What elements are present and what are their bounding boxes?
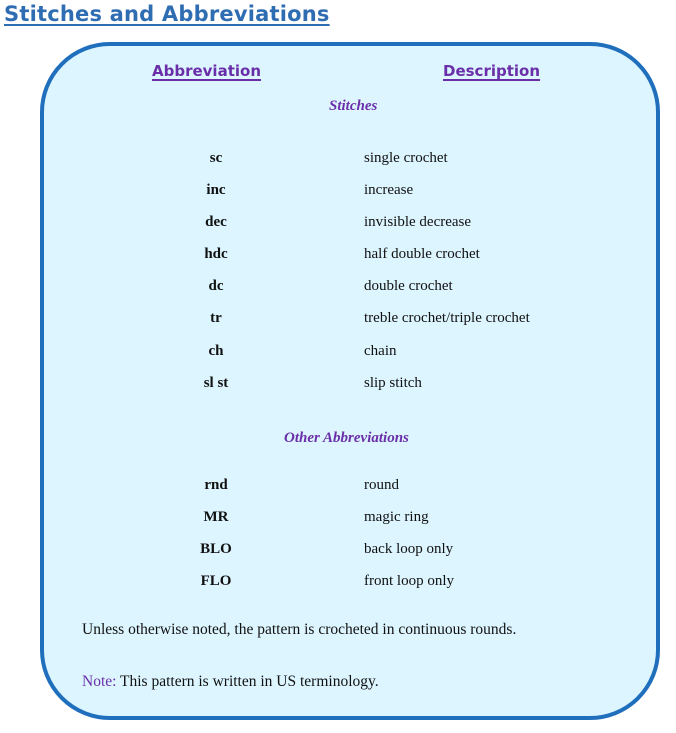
description-cell: single crochet — [364, 150, 448, 166]
table-row — [44, 505, 656, 529]
description-cell: double crochet — [364, 278, 453, 294]
abbreviation-cell: rnd — [204, 477, 228, 493]
abbreviations-panel — [40, 42, 660, 720]
table-row — [44, 306, 656, 330]
abbreviation-cell: sl st — [203, 375, 229, 391]
table-row — [44, 274, 656, 298]
abbreviation-cell: inc — [206, 182, 226, 198]
description-cell: front loop only — [364, 573, 454, 589]
terminology-note-text: This pattern is written in US terminology. — [116, 673, 379, 690]
table-row — [44, 210, 656, 234]
abbreviation-cell: tr — [210, 310, 222, 326]
description-cell: magic ring — [364, 509, 429, 525]
table-row — [44, 371, 656, 395]
description-cell: round — [364, 477, 399, 493]
description-column-header: Description — [443, 62, 541, 80]
description-cell: back loop only — [364, 541, 454, 557]
table-row — [44, 146, 656, 170]
description-cell: chain — [364, 343, 397, 359]
description-cell: slip stitch — [364, 375, 422, 391]
other-abbreviations-section-title: Other Abbreviations — [284, 430, 409, 446]
table-row — [44, 242, 656, 266]
abbreviation-column-header: Abbreviation — [152, 62, 261, 80]
abbreviation-cell: sc — [209, 150, 223, 166]
page-title: Stitches and Abbreviations — [4, 2, 330, 26]
abbreviation-cell: hdc — [204, 246, 228, 262]
table-row — [44, 178, 656, 202]
table-row — [44, 537, 656, 561]
abbreviation-cell: BLO — [200, 541, 232, 557]
note-label: Note: — [82, 673, 117, 690]
description-cell: increase — [364, 182, 414, 198]
abbreviation-cell: MR — [203, 509, 229, 525]
continuous-rounds-note: Unless otherwise noted, the pattern is crocheted in continuous rounds. — [82, 621, 517, 638]
description-cell: half double crochet — [364, 246, 480, 262]
terminology-note — [82, 670, 379, 694]
abbreviation-cell: dc — [208, 278, 224, 294]
description-cell: invisible decrease — [364, 214, 472, 230]
abbreviation-cell: ch — [208, 343, 224, 359]
stitches-section-title: Stitches — [329, 98, 378, 114]
abbreviation-cell: FLO — [200, 573, 232, 589]
abbreviation-cell: dec — [205, 214, 227, 230]
table-row — [44, 339, 656, 363]
table-row — [44, 473, 656, 497]
description-cell: treble crochet/triple crochet — [364, 310, 530, 326]
table-row — [44, 569, 656, 593]
